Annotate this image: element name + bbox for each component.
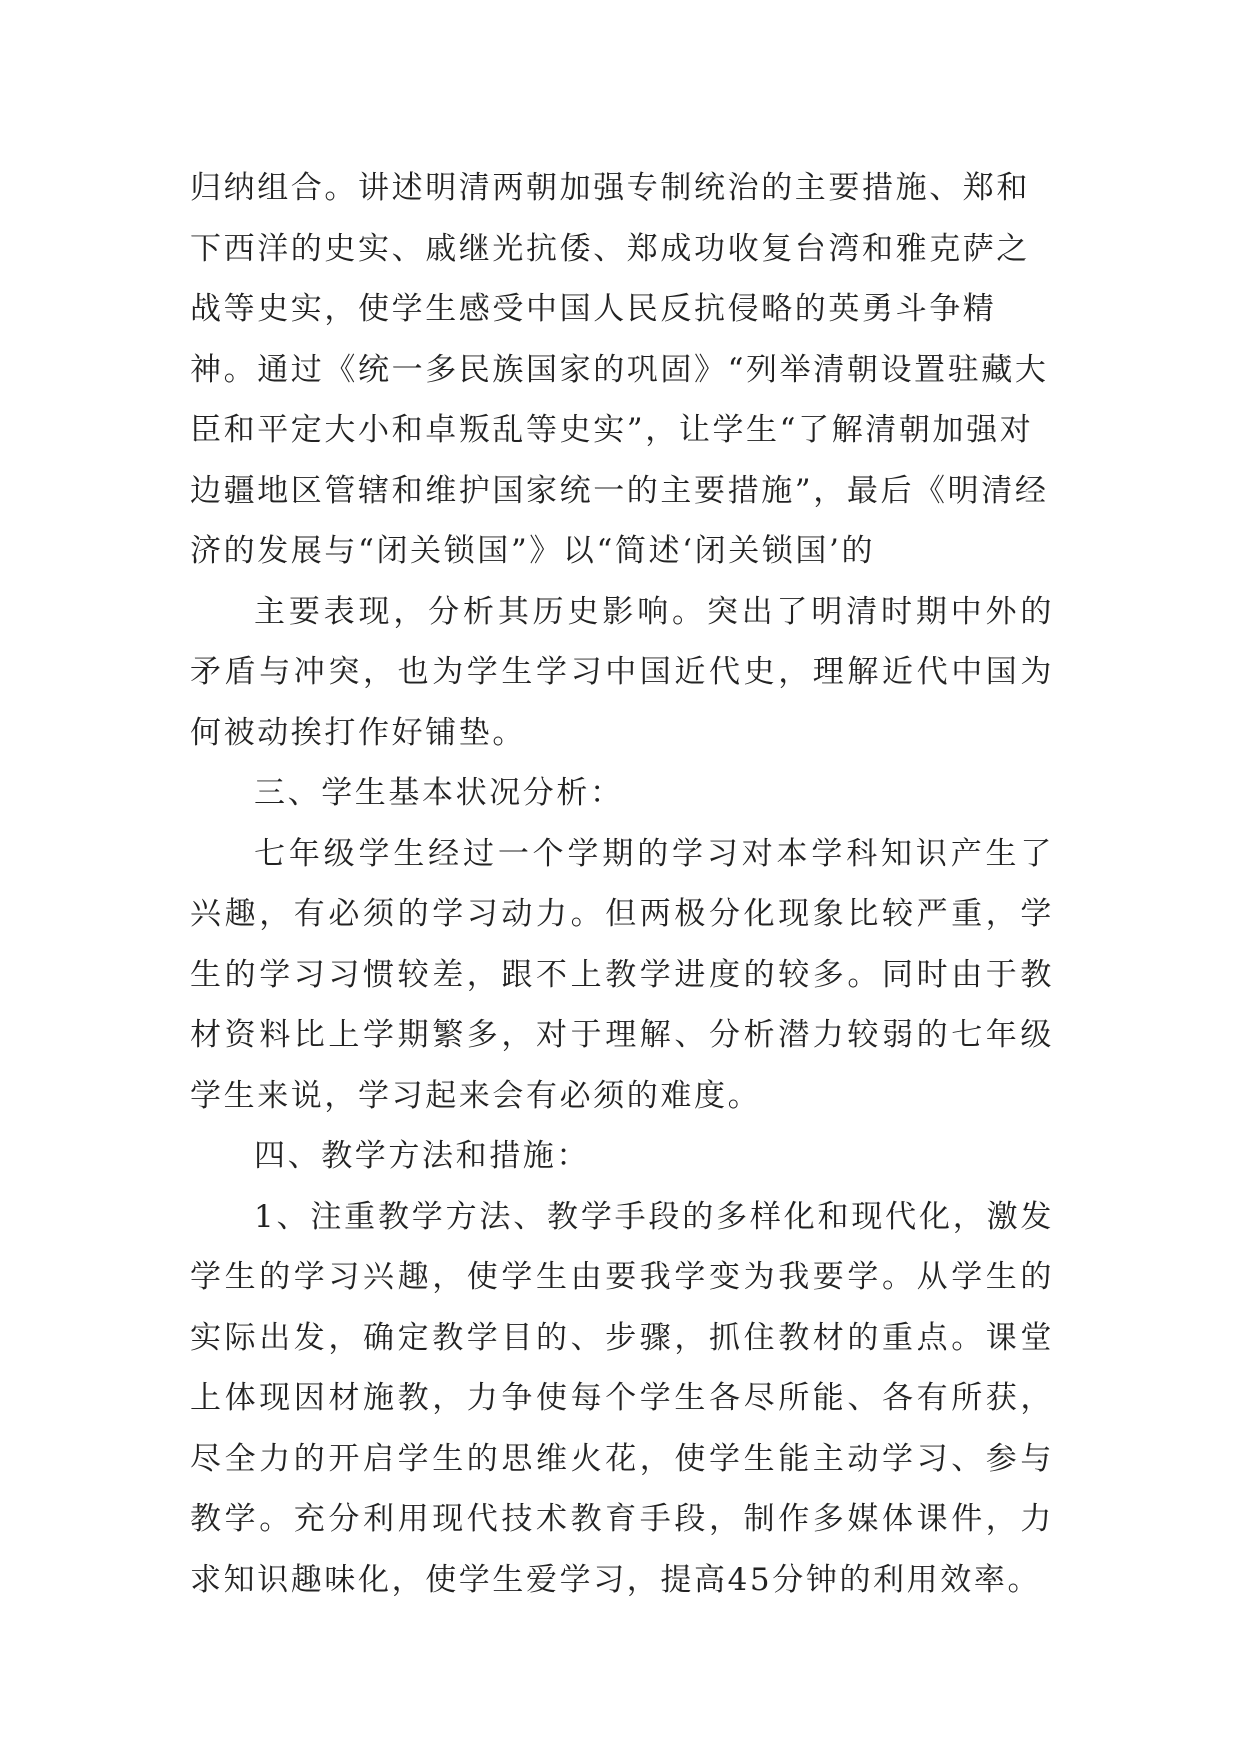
paragraph-teaching-method-1: 1、注重教学方法、教学手段的多样化和现代化，激发学生的学习兴趣，使学生由要我学变为我要学。从学生的实际出发，确定教学目的、步骤，抓住教材的重点。课堂上体现因材施教，力争使每个学生各尽所能、各有所获，尽全力的开启学生的思维火花，使学生能主动学习、参与教学。充分利用现代技术教育手段，制作多媒体课件，力求知识趣味化，使学生爱学习，提高45分钟的利用效率。 [190,1198,1054,1598]
paragraph-student-analysis: 七年级学生经过一个学期的学习对本学科知识产生了兴趣，有必须的学习动力。但两极分化现象比较严重，学生的学习习惯较差，跟不上教学进度的较多。同时由于教材资料比上学期繁多，对于理解、分析潜力较弱的七年级学生来说，学习起来会有必须的难度。 [190,835,1054,1114]
paragraph-main-performance: 主要表现，分析其历史影响。突出了明清时期中外的矛盾与冲突，也为学生学习中国近代史，理解近代中国为何被动挨打作好铺垫。 [190,593,1054,751]
paragraph-continuation: 归纳组合。讲述明清两朝加强专制统治的主要措施、郑和下西洋的史实、戚继光抗倭、郑成功收复台湾和雅克萨之战等史实，使学生感受中国人民反抗侵略的英勇斗争精神。通过《统一多民族国家的巩固》“列举清朝设置驻藏大臣和平定大小和卓叛乱等史实”，让学生“了解清朝加强对边疆地区管辖和维护国家统一的主要措施”，最后《明清经济的发展与“闭关锁国”》以“简述‘闭关锁国’的 [190,170,1049,569]
body-text [190,158,1054,1610]
section-heading-teaching-methods: 四、教学方法和措施： [254,1138,590,1174]
section-heading-student-analysis: 三、学生基本状况分析： [254,775,624,811]
